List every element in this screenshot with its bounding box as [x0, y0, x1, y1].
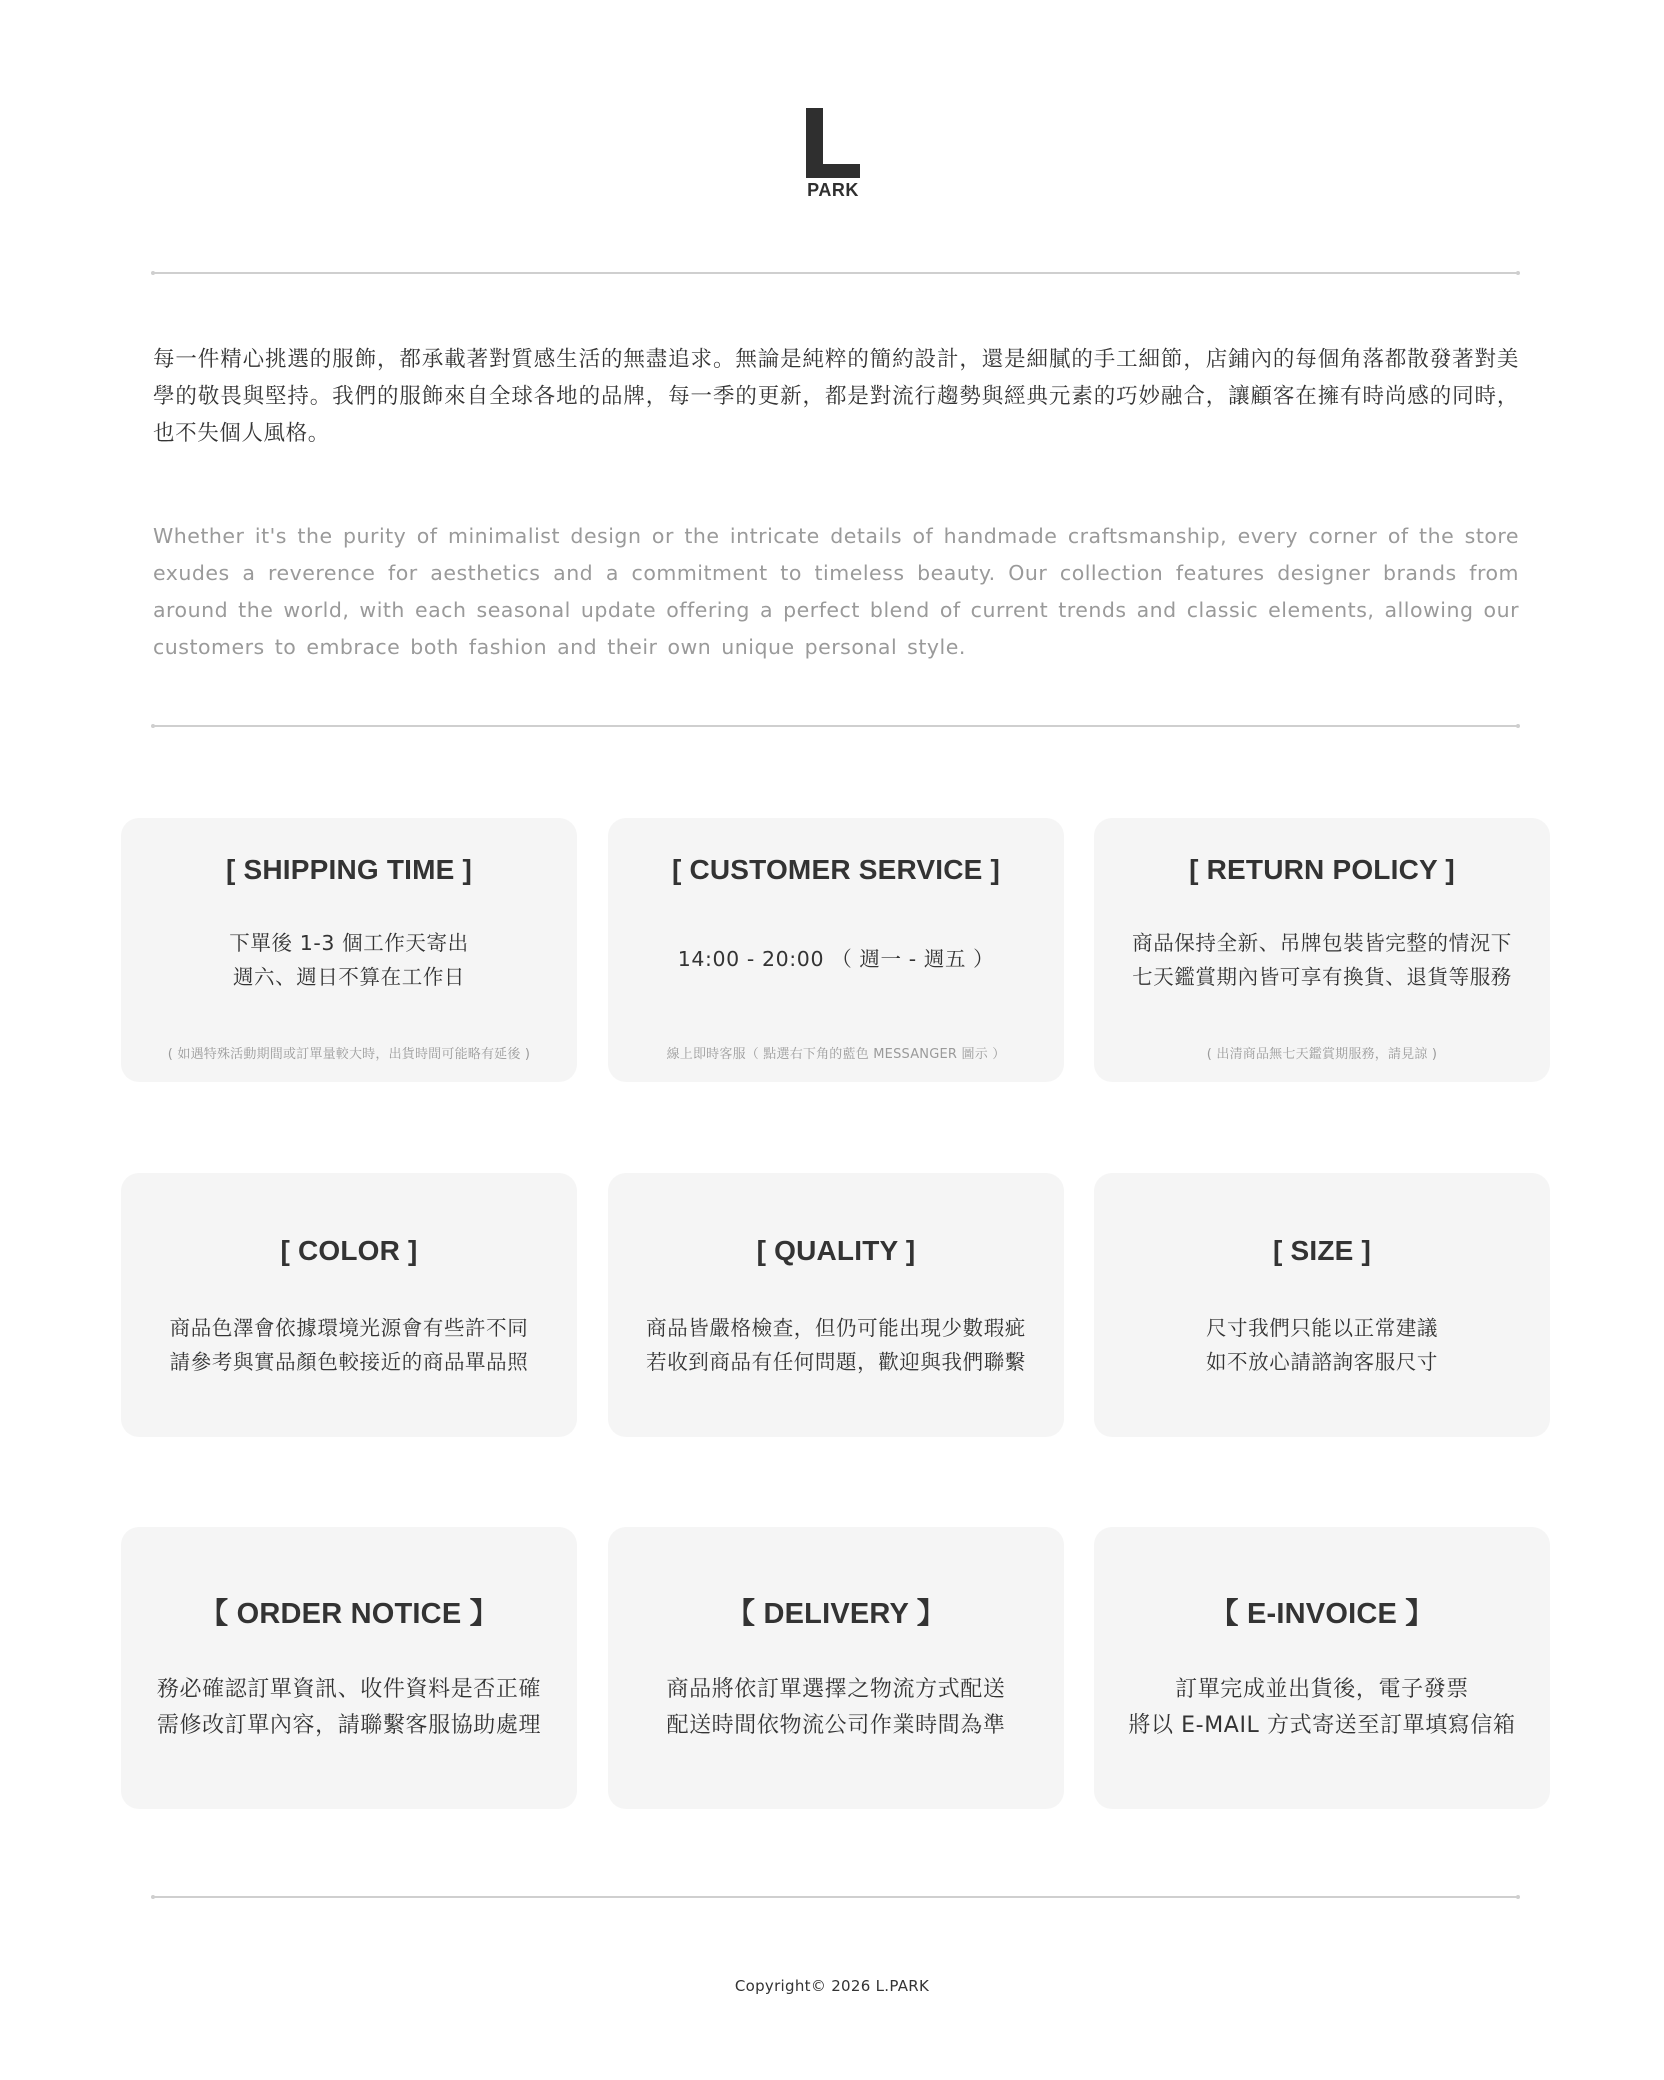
card-title: [ SHIPPING TIME ] — [225, 854, 473, 885]
card-customer-service — [608, 818, 1064, 1082]
card-return-policy — [1094, 818, 1550, 1082]
card-line: 商品保持全新、吊牌包裝皆完整的情況下 — [1132, 931, 1512, 955]
card-body — [121, 1311, 577, 1379]
divider-middle — [153, 725, 1518, 727]
card-title: [ CUSTOMER SERVICE ] — [671, 854, 1001, 885]
card-body — [121, 926, 577, 994]
card-line: 商品色澤會依據環境光源會有些許不同 — [169, 1316, 529, 1340]
card-title: [ RETURN POLICY ] — [1189, 854, 1455, 885]
divider-bottom — [153, 1896, 1518, 1898]
card-note: ( 如遇特殊活動期間或訂單量較大時，出貨時間可能略有延後 ) — [167, 1047, 531, 1062]
card-line: 若收到商品有任何問題，歡迎與我們聯繫 — [646, 1350, 1026, 1374]
card-line: 商品將依訂單選擇之物流方式配送 — [666, 1677, 1006, 1702]
card-body — [121, 1672, 577, 1744]
card-title: 【 E-INVOICE 】 — [1209, 1598, 1435, 1630]
card-quality — [608, 1173, 1064, 1437]
card-shipping-time — [121, 818, 577, 1082]
card-line: 配送時間依物流公司作業時間為準 — [666, 1713, 1006, 1738]
card-body — [1094, 1311, 1550, 1379]
card-title: 【 DELIVERY 】 — [726, 1598, 946, 1630]
card-delivery — [608, 1527, 1064, 1809]
card-line: 如不放心請諮詢客服尺寸 — [1205, 1350, 1439, 1374]
card-line: 將以 E-MAIL 方式寄送至訂單填寫信箱 — [1128, 1713, 1516, 1738]
card-title: [ COLOR ] — [280, 1235, 418, 1266]
card-body — [608, 942, 1064, 976]
card-line: 務必確認訂單資訊、收件資料是否正確 — [156, 1677, 542, 1702]
card-note: 線上即時客服（ 點選右下角的藍色 MESSANGER 圖示 ） — [666, 1047, 1006, 1062]
card-line: 請參考與實品顏色較接近的商品單品照 — [169, 1350, 529, 1374]
logo-letter-l-mark — [806, 108, 860, 178]
card-title: [ QUALITY ] — [756, 1235, 916, 1266]
card-body — [608, 1672, 1064, 1744]
card-line: 14:00 - 20:00 （ 週一 - 週五 ） — [677, 947, 995, 971]
card-line: 七天鑑賞期內皆可享有換貨、退貨等服務 — [1132, 965, 1512, 989]
divider-top — [153, 272, 1518, 274]
card-note: ( 出清商品無七天鑑賞期服務，請見諒 ) — [1206, 1047, 1438, 1062]
card-line: 訂單完成並出貨後，電子發票 — [1175, 1677, 1469, 1702]
card-title: 【 ORDER NOTICE 】 — [199, 1598, 499, 1630]
card-order-notice — [121, 1527, 577, 1809]
intro-chinese-paragraph: 每一件精心挑選的服飾，都承載著對質感生活的無盡追求。無論是純粹的簡約設計，還是細膩的手工細節，店鋪內的每個角落都散發著對美學的敬畏與堅持。我們的服飾來自全球各地的品牌，每一季的更新，都是對流行趨勢與經典元素的巧妙融合，讓顧客在擁有時尚感的同時，也不失個人風格。 — [153, 347, 1519, 446]
brand-logo — [802, 108, 862, 200]
card-line: 尺寸我們只能以正常建議 — [1205, 1316, 1439, 1340]
card-e-invoice — [1094, 1527, 1550, 1809]
card-size — [1094, 1173, 1550, 1437]
card-line: 需修改訂單內容，請聯繫客服協助處理 — [156, 1713, 542, 1738]
footer-copyright: Copyright© 2026 L.PARK — [734, 1977, 930, 1995]
card-line: 商品皆嚴格檢查，但仍可能出現少數瑕疵 — [646, 1316, 1026, 1340]
card-line: 下單後 1-3 個工作天寄出 — [229, 931, 469, 955]
card-body — [1094, 926, 1550, 994]
card-line: 週六、週日不算在工作日 — [232, 965, 466, 989]
card-color — [121, 1173, 577, 1437]
logo-text: PARK — [807, 180, 859, 200]
card-title: [ SIZE ] — [1272, 1235, 1372, 1266]
card-body — [608, 1311, 1064, 1379]
intro-english-paragraph: Whether it's the purity of minimalist design or the intricate details of handmade craftsmanship, every corner of the store exudes a reverence for aesthetics and a commitment to timeless beauty. Our collection features designer brands from around the world, with each seasonal update offering a perfect blend of current trends and classic elements, allowing our customers to embrace both fashion and their own unique personal style. — [153, 524, 1519, 659]
card-body — [1094, 1672, 1550, 1744]
